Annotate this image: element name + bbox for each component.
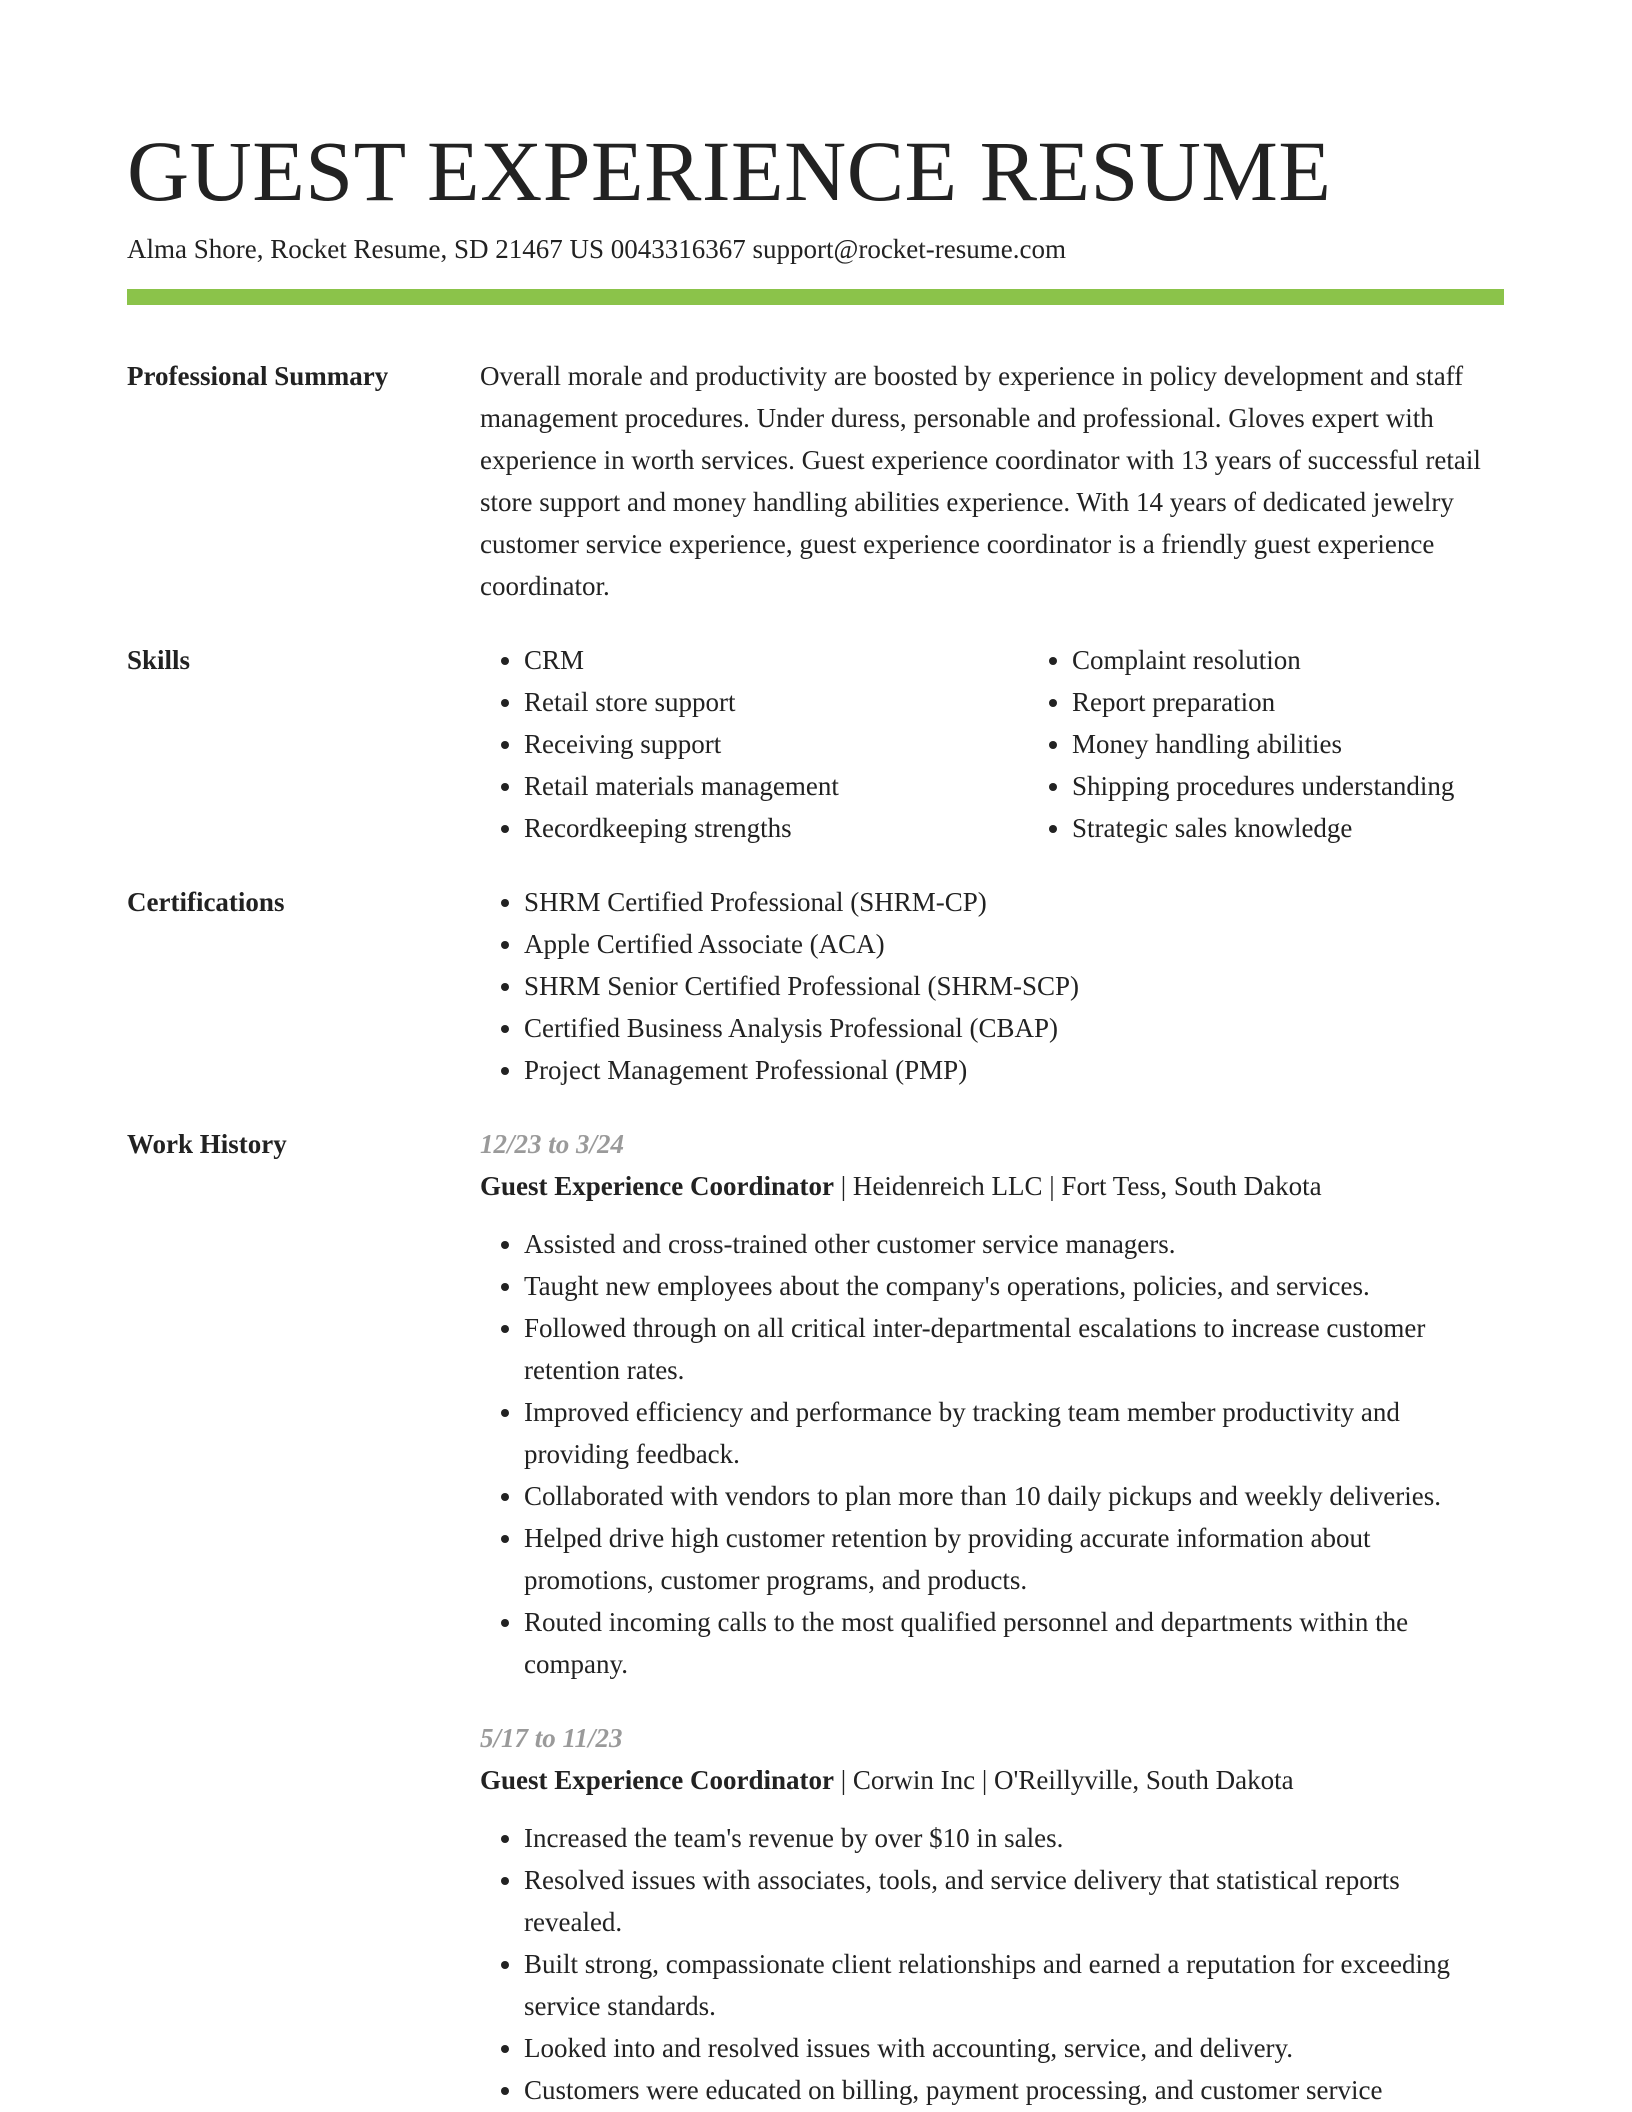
job-bullet: • Assisted and cross-trained other customer service managers. — [524, 1223, 1504, 1265]
job-bullet: • Looked into and resolved issues with accounting, service, and delivery. — [524, 2027, 1504, 2069]
summary-text: Overall morale and productivity are boosted by experience in policy development and staff management procedures. Under duress, personable and professional. Gloves expert with experience in worth services. Guest experience coordinator with 13 years of successful retail store support and money handling abilities experience. With 14 years of dedicated jewelry customer service experience, guest experience coordinator is a friendly guest experience coordinator. — [480, 361, 1481, 601]
job-bullet: • Followed through on all critical inter-departmental escalations to increase customer retention rates. — [524, 1307, 1504, 1391]
job-employer-location: | Corwin Inc | O'Reillyville, South Dakota — [833, 1765, 1294, 1795]
job-bullet: • Collaborated with vendors to plan more than 10 daily pickups and weekly deliveries. — [524, 1475, 1504, 1517]
job-employer-location: | Heidenreich LLC | Fort Tess, South Dakota — [833, 1171, 1322, 1201]
job-bullet: • Helped drive high customer retention by providing accurate information about promotions, customer programs, and products. — [524, 1517, 1504, 1601]
section-label-work-history: Work History — [127, 1129, 287, 1159]
certification-item: • Certified Business Analysis Professional (CBAP) — [524, 1007, 1504, 1049]
job-heading — [480, 1759, 1504, 1801]
certification-item: • SHRM Certified Professional (SHRM-CP) — [524, 881, 1504, 923]
job-bullet: • Improved efficiency and performance by tracking team member productivity and providing feedback. — [524, 1391, 1504, 1475]
section-label-summary: Professional Summary — [127, 361, 389, 391]
resume-title: GUEST EXPERIENCE RESUME — [127, 123, 1332, 219]
job-entry — [480, 1123, 1504, 1685]
header-divider — [127, 289, 1504, 305]
certifications-section — [127, 881, 1504, 1091]
job-bullet: • Taught new employees about the company's operations, policies, and services. — [524, 1265, 1504, 1307]
job-title: Guest Experience Coordinator — [480, 1765, 834, 1795]
skills-section — [127, 639, 1504, 849]
skill-item: • CRM — [524, 639, 1028, 681]
certification-item: • Apple Certified Associate (ACA) — [524, 923, 1504, 965]
skill-item: • Report preparation — [1072, 681, 1576, 723]
job-bullet: • Customers were educated on billing, payment processing, and customer service — [524, 2069, 1504, 2111]
certification-item: • SHRM Senior Certified Professional (SHRM-SCP) — [524, 965, 1504, 1007]
job-bullet: • Built strong, compassionate client relationships and earned a reputation for exceeding service standards. — [524, 1943, 1504, 2027]
certification-item: • Project Management Professional (PMP) — [524, 1049, 1504, 1091]
skill-item: • Strategic sales knowledge — [1072, 807, 1576, 849]
skill-item: • Retail materials management — [524, 765, 1028, 807]
job-bullet: • Routed incoming calls to the most qualified personnel and departments within the company. — [524, 1601, 1504, 1685]
job-entry — [480, 1717, 1504, 2111]
skill-item: • Shipping procedures understanding — [1072, 765, 1576, 807]
skill-item: • Complaint resolution — [1072, 639, 1576, 681]
skill-item: • Recordkeeping strengths — [524, 807, 1028, 849]
job-bullet: • Increased the team's revenue by over $10 in sales. — [524, 1817, 1504, 1859]
job-heading — [480, 1165, 1504, 1207]
job-dates: 12/23 to 3/24 — [480, 1129, 625, 1159]
section-label-skills: Skills — [127, 645, 191, 675]
work-history-section — [127, 1123, 1504, 2112]
professional-summary-section — [127, 355, 1504, 607]
skills-list-left — [480, 639, 1028, 849]
contact-line: Alma Shore, Rocket Resume, SD 21467 US 0043316367 support@rocket-resume.com — [127, 234, 1066, 264]
certifications-list — [480, 881, 1504, 1091]
skills-list-right — [1028, 639, 1576, 849]
job-title: Guest Experience Coordinator — [480, 1171, 834, 1201]
job-dates: 5/17 to 11/23 — [480, 1723, 623, 1753]
skill-item: • Retail store support — [524, 681, 1028, 723]
job-bullet: • Resolved issues with associates, tools, and service delivery that statistical reports revealed. — [524, 1859, 1504, 1943]
job-bullets — [480, 1817, 1504, 2111]
skill-item: • Receiving support — [524, 723, 1028, 765]
job-bullets — [480, 1223, 1504, 1685]
section-label-certifications: Certifications — [127, 887, 285, 917]
skill-item: • Money handling abilities — [1072, 723, 1576, 765]
